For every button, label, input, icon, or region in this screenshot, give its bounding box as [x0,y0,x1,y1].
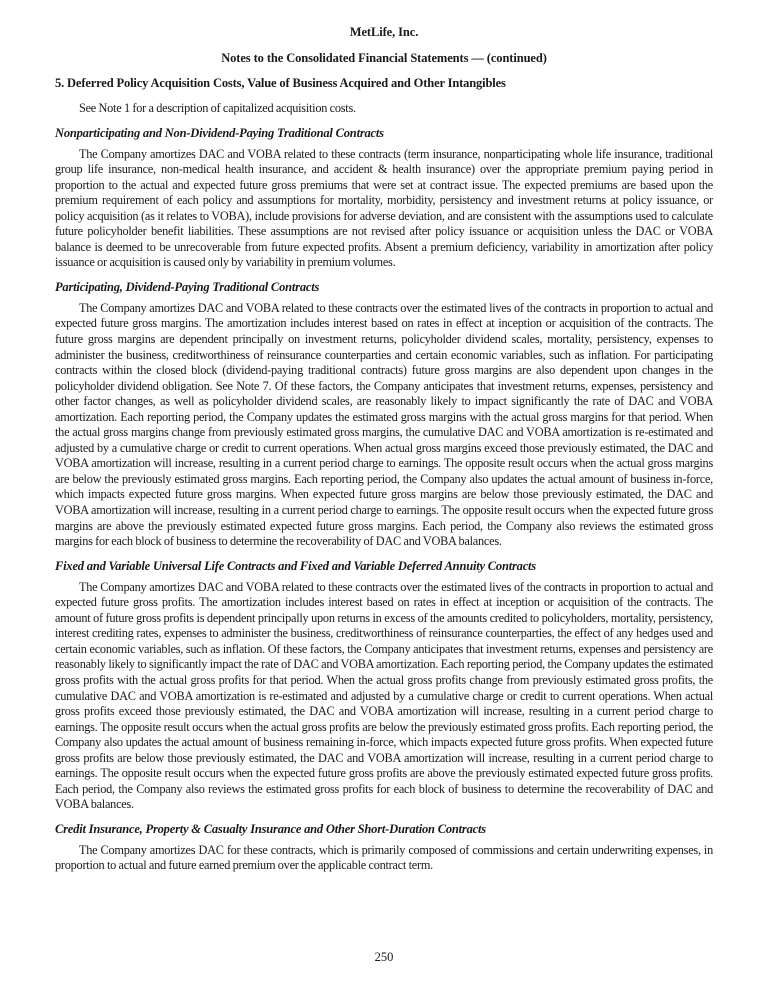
notes-title: Notes to the Consolidated Financial Statements — (continued) [221,51,547,65]
subsection-heading-universal-life-annuity: Fixed and Variable Universal Life Contracts and Fixed and Variable Deferred Annuity Contracts [55,558,536,573]
company-name: MetLife, Inc. [349,25,419,39]
subsection-body-nonparticipating: The Company amortizes DAC and VOBA related to these contracts (term insurance, nonparticipating whole life insurance, traditional group life insurance, non-medical health insurance, and accident & health insurance) over the appropriate premium paying period in proportion to the actual and expected future gross premiums that were set at contract issue. The expected premiums are based upon the premium requirement of each policy and assumptions for mortality, morbidity, persistency and investment returns at policy issuance, or policy acquisition (as it relates to VOBA), include provisions for adverse deviation, and are consistent with the assumptions used to calculate future policyholder benefit liabilities. These assumptions are not revised after policy issuance or acquisition unless the DAC or VOBA balance is deemed to be unrecoverable from future expected profits. Absent a premium deficiency, variability in amortization after policy issuance or acquisition is caused only by variability in premium volumes. [55,146,713,270]
subsection-body-participating: The Company amortizes DAC and VOBA related to these contracts over the estimated lives of the contracts in proportion to actual and expected future gross margins. The amortization includes interest based on rates in effect at inception or acquisition of the contracts. The future gross margins are dependent principally on investment returns, policyholder dividend scales, mortality, persistency, expenses to administer the business, creditworthiness of reinsurance counterparties and certain economic variables, such as inflation. For participating contracts within the closed block (dividend-paying traditional contracts) future gross margins are also dependent upon changes in the policyholder dividend obligation. See Note 7. Of these factors, the Company anticipates that investment returns, expenses, persistency and other factor changes, as well as policyholder dividend scales, are reasonably likely to impact significantly the rate of DAC and VOBA amortization. Each reporting period, the Company updates the estimated gross margins with the actual gross margins for that period. When the actual gross margins change from previously estimated gross margins, the cumulative DAC and VOBA amortization is re-estimated and adjusted by a cumulative charge or credit to current operations. When actual gross margins exceed those previously estimated, the DAC and VOBA amortization will increase, resulting in a current period charge to earnings. The opposite result occurs when the actual gross margins are below the previously estimated gross margins. Each reporting period, the Company also updates the actual amount of business in-force, which impacts expected future gross margins. When expected future gross margins are below those previously estimated, the DAC and VOBA amortization will increase, resulting in a current period charge to earnings. The opposite result occurs when the expected future gross margins are above the previously estimated expected future gross margins. Each period, the Company also reviews the estimated gross margins for each block of business to determine the recoverability of DAC and VOBA balances. [55,300,713,549]
subsection-heading-nonparticipating: Nonparticipating and Non-Dividend-Paying Traditional Contracts [55,125,384,140]
subsection-body-universal-life-annuity: The Company amortizes DAC and VOBA related to these contracts over the estimated lives of the contracts in proportion to actual and expected future gross profits. The amortization includes interest based on rates in effect at inception or acquisition of the contracts. The amount of future gross profits is dependent principally upon returns in excess of the amounts credited to policyholders, mortality, persistency, interest crediting rates, expenses to administer the business, creditworthiness of reinsurance counterparties, the effect of any hedges used and certain economic variables, such as inflation. Of these factors, the Company anticipates that investment returns, expenses and persistency are reasonably likely to significantly impact the rate of DAC and VOBA amortization. Each reporting period, the Company updates the estimated gross profits with the actual gross profits for that period. When the actual gross profits change from previously estimated gross profits, the cumulative DAC and VOBA amortization is re-estimated and adjusted by a cumulative charge or credit to current operations. When actual gross profits exceed those previously estimated, the DAC and VOBA amortization will increase, resulting in a current period charge to earnings. The opposite result occurs when the actual gross profits are below the previously estimated gross profits. Each reporting period, the Company also updates the actual amount of business remaining in-force, which impacts expected future gross profits. When expected future gross profits are below those previously estimated, the DAC and VOBA amortization will increase, resulting in a current period charge to earnings. The opposite result occurs when the expected future gross profits are above the previously estimated expected future gross profits. Each period, the Company also reviews the estimated gross profits for each block of business to determine the recoverability of DAC and VOBA balances. [55,579,713,812]
subsection-heading-participating: Participating, Dividend-Paying Traditional Contracts [55,279,320,294]
subsection-body-short-duration: The Company amortizes DAC for these contracts, which is primarily composed of commissions and certain underwriting expenses, in proportion to actual and future earned premium over the applicable contract term. [55,842,713,873]
section-title: 5. Deferred Policy Acquisition Costs, Value of Business Acquired and Other Intangibles [55,76,506,90]
page-number: 250 [374,950,394,964]
section-intro: See Note 1 for a description of capitalized acquisition costs. [79,101,356,115]
subsection-heading-short-duration: Credit Insurance, Property & Casualty Insurance and Other Short-Duration Contracts [55,821,486,836]
section-5 [55,75,713,882]
